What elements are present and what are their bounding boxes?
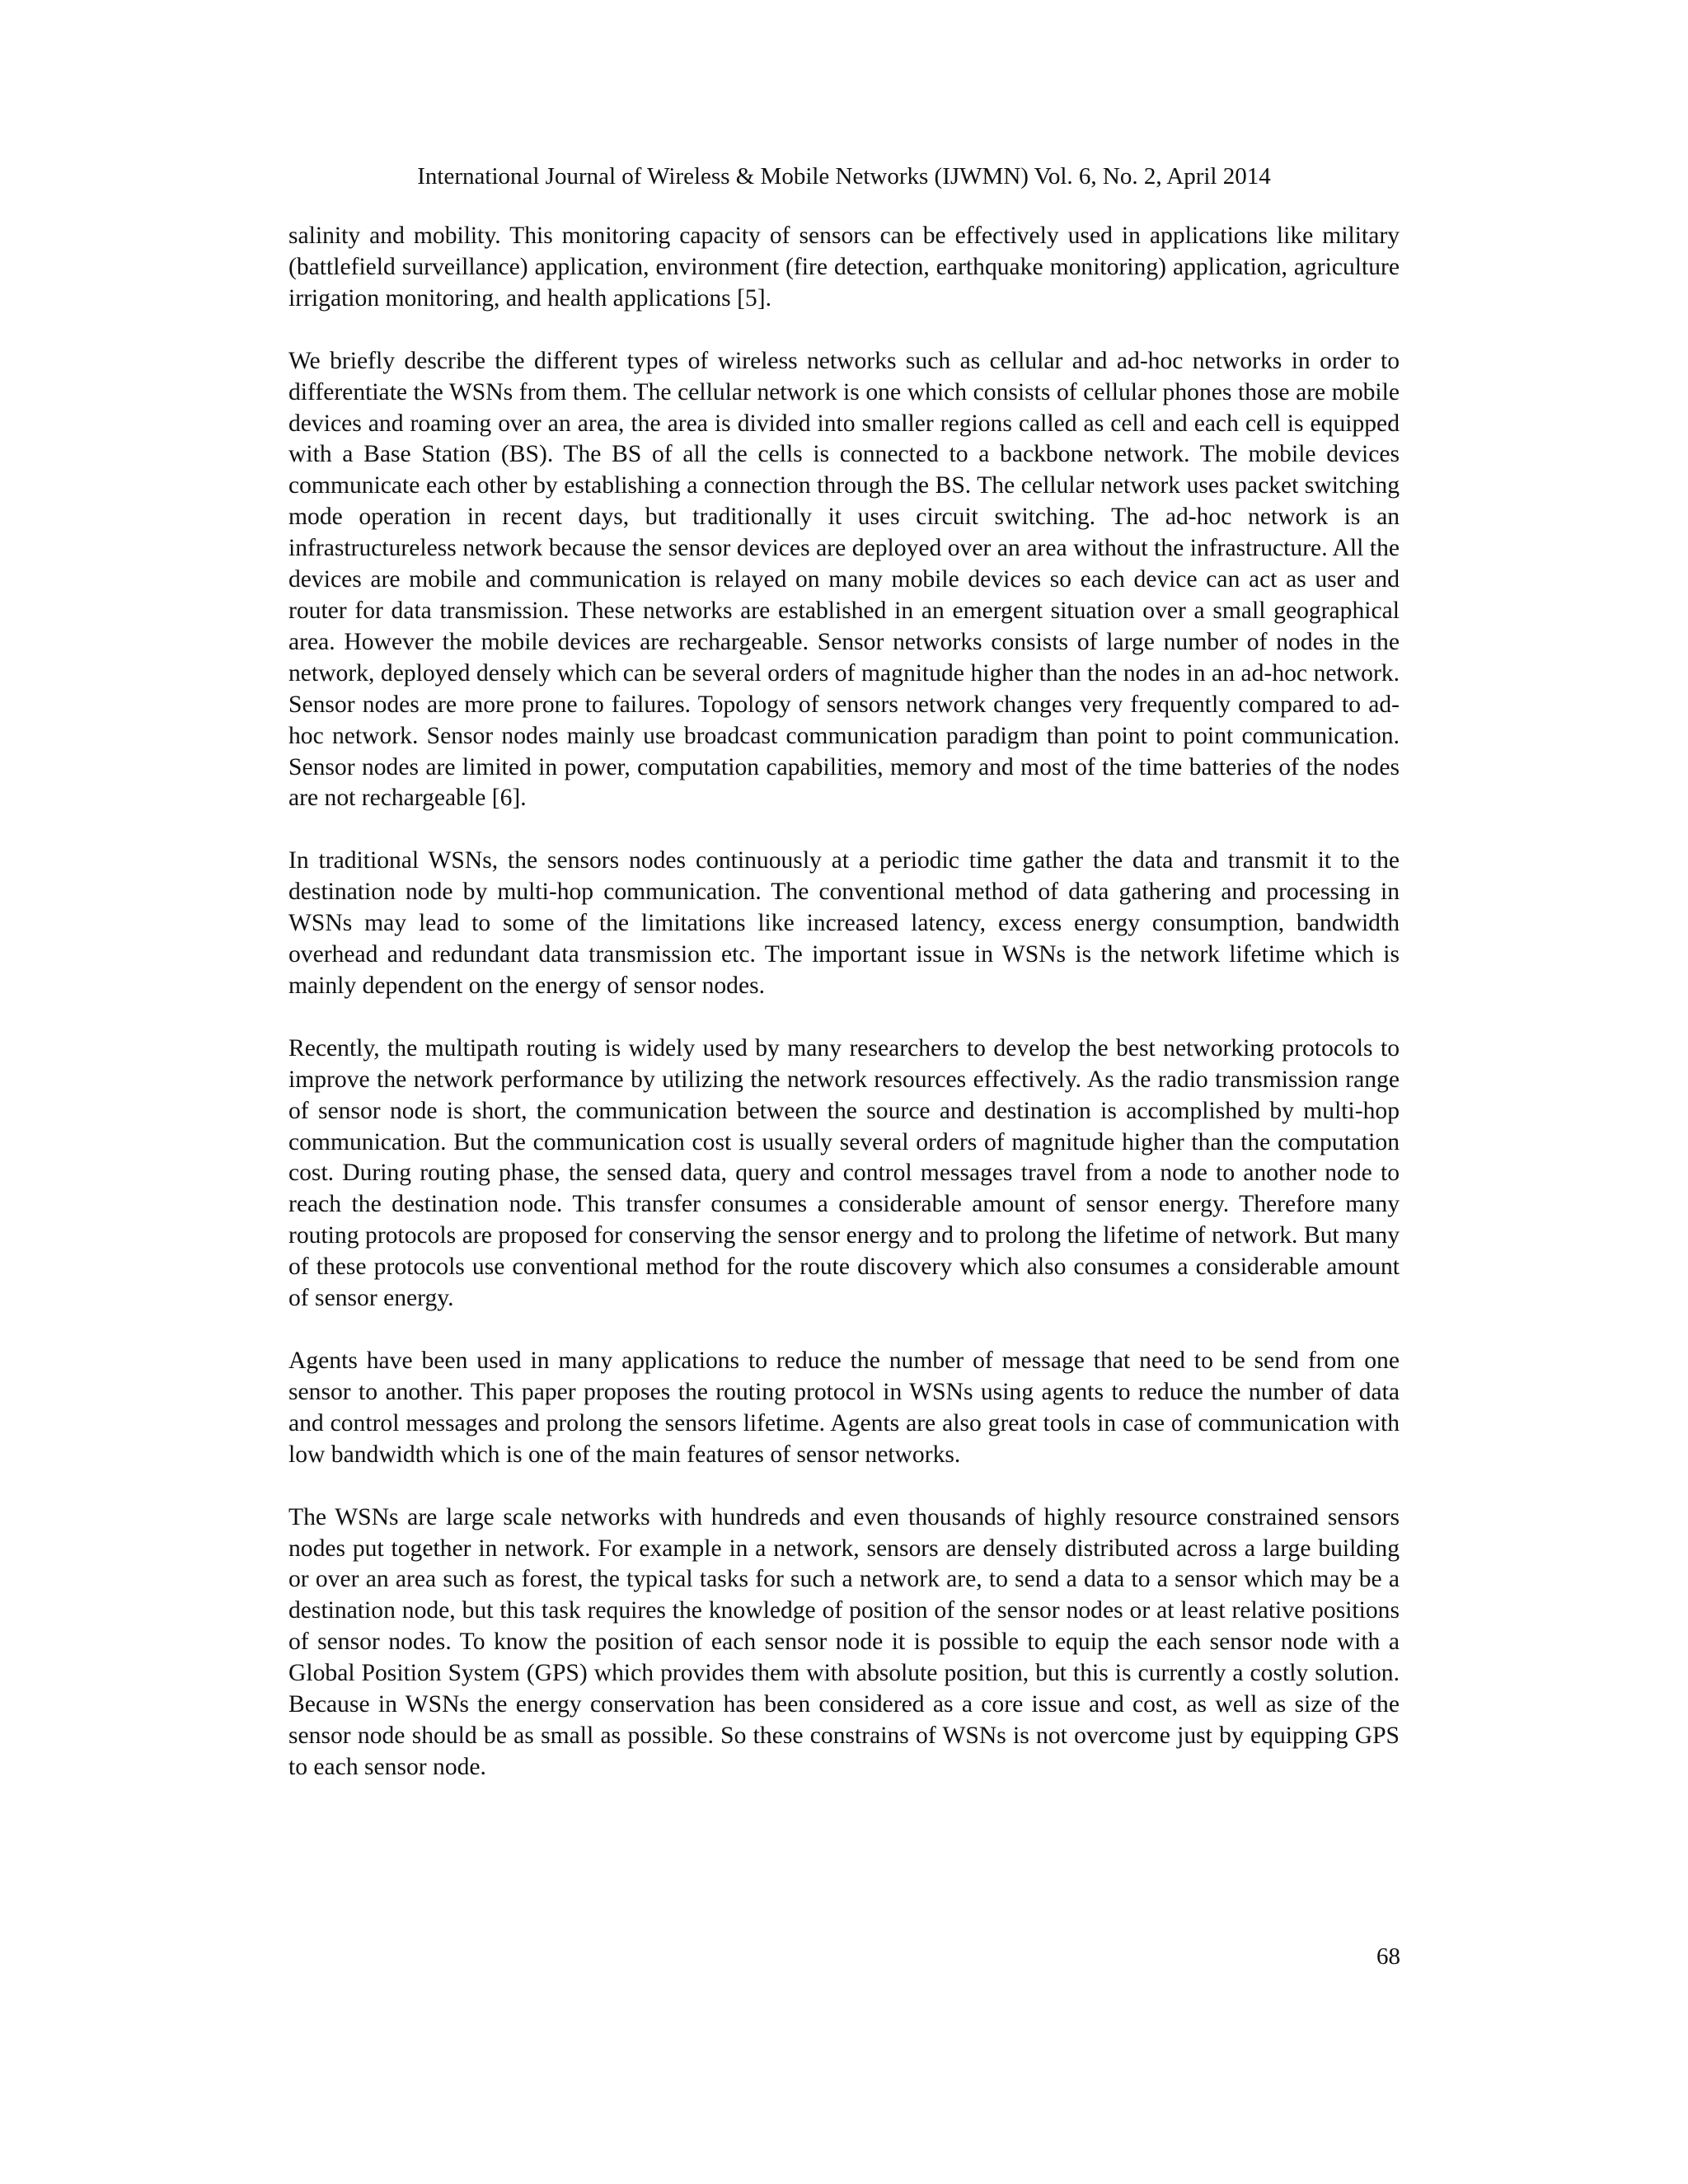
paragraph-sensor-applications: salinity and mobility. This monitoring capacity of sensors can be effectively used in applications like military (battlefield surveillance) application, environment (fire detection, earthquake monitoring) application, agriculture irrigation monitoring, and health applications [5]. [288,223,1400,312]
paragraph-multipath-routing: Recently, the multipath routing is widely used by many researchers to develop the best networking protocols to improve the network performance by utilizing the network resources effectively. As the radio transmission range of sensor node is short, the communication between the source and destination is accomplished by multi-hop communication. But the communication cost is usually several orders of magnitude higher than the computation cost. During routing phase, the sensed data, query and control messages travel from a node to another node to reach the destination node. This transfer consumes a considerable amount of sensor energy. Therefore many routing protocols are proposed for conserving the sensor energy and to prolong the lifetime of network. But many of these protocols use conventional method for the route discovery which also consumes a considerable amount of sensor energy. [288,1034,1400,1312]
paragraph-network-types: We briefly describe the different types of wireless networks such as cellular and ad-hoc networks in order to differentiate the WSNs from them. The cellular network is one which consists of cellular phones those are mobile devices and roaming over an area, the area is divided into smaller regions called as cell and each cell is equipped with a Base Station (BS). The BS of all the cells is connected to a backbone network. The mobile devices communicate each other by establishing a connection through the BS. The cellular network uses packet switching mode operation in recent days, but traditionally it uses circuit switching. The ad-hoc network is an infrastructureless network because the sensor devices are deployed over an area without the infrastructure. All the devices are mobile and communication is relayed on many mobile devices so each device can act as user and router for data transmission. These networks are established in an emergent situation over a small geographical area. However the mobile devices are rechargeable. Sensor networks consists of large number of nodes in the network, deployed densely which can be several orders of magnitude higher than the nodes in an ad-hoc network. Sensor nodes are more prone to failures. Topology of sensors network changes very frequently compared to ad-hoc network. Sensor nodes mainly use broadcast communication paradigm than point to point communication. Sensor nodes are limited in power, computation capabilities, memory and most of the time batteries of the nodes are not rechargeable [6]. [288,347,1400,812]
page-number: 68 [1376,1943,1400,1970]
journal-running-header: International Journal of Wireless & Mobile Networks (IJWMN) Vol. 6, No. 2, April 2014 [417,163,1271,190]
paragraph-traditional-wsns: In traditional WSNs, the sensors nodes continuously at a periodic time gather the data and transmit it to the destination node by multi-hop communication. The conventional method of data gathering and processing in WSNs may lead to some of the limitations like increased latency, excess energy consumption, bandwidth overhead and redundant data transmission etc. The important issue in WSNs is the network lifetime which is mainly dependent on the energy of sensor nodes. [288,847,1400,999]
body-text [288,221,1400,1783]
paragraph-agents: Agents have been used in many applications to reduce the number of message that need to be send from one sensor to another. This paper proposes the routing protocol in WSNs using agents to reduce the number of data and control messages and prolong the sensors lifetime. Agents are also great tools in case of communication with low bandwidth which is one of the main features of sensor networks. [288,1347,1400,1468]
paragraph-large-scale-wsns: The WSNs are large scale networks with hundreds and even thousands of highly resource constrained sensors nodes put together in network. For example in a network, sensors are densely distributed across a large building or over an area such as forest, the typical tasks for such a network are, to send a data to a sensor which may be a destination node, but this task requires the knowledge of position of the sensor nodes or at least relative positions of sensor nodes. To know the position of each sensor node it is possible to equip the each sensor node with a Global Position System (GPS) which provides them with absolute position, but this is currently a costly solution. Because in WSNs the energy conservation has been considered as a core issue and cost, as well as size of the sensor node should be as small as possible. So these constrains of WSNs is not overcome just by equipping GPS to each sensor node. [288,1503,1400,1780]
